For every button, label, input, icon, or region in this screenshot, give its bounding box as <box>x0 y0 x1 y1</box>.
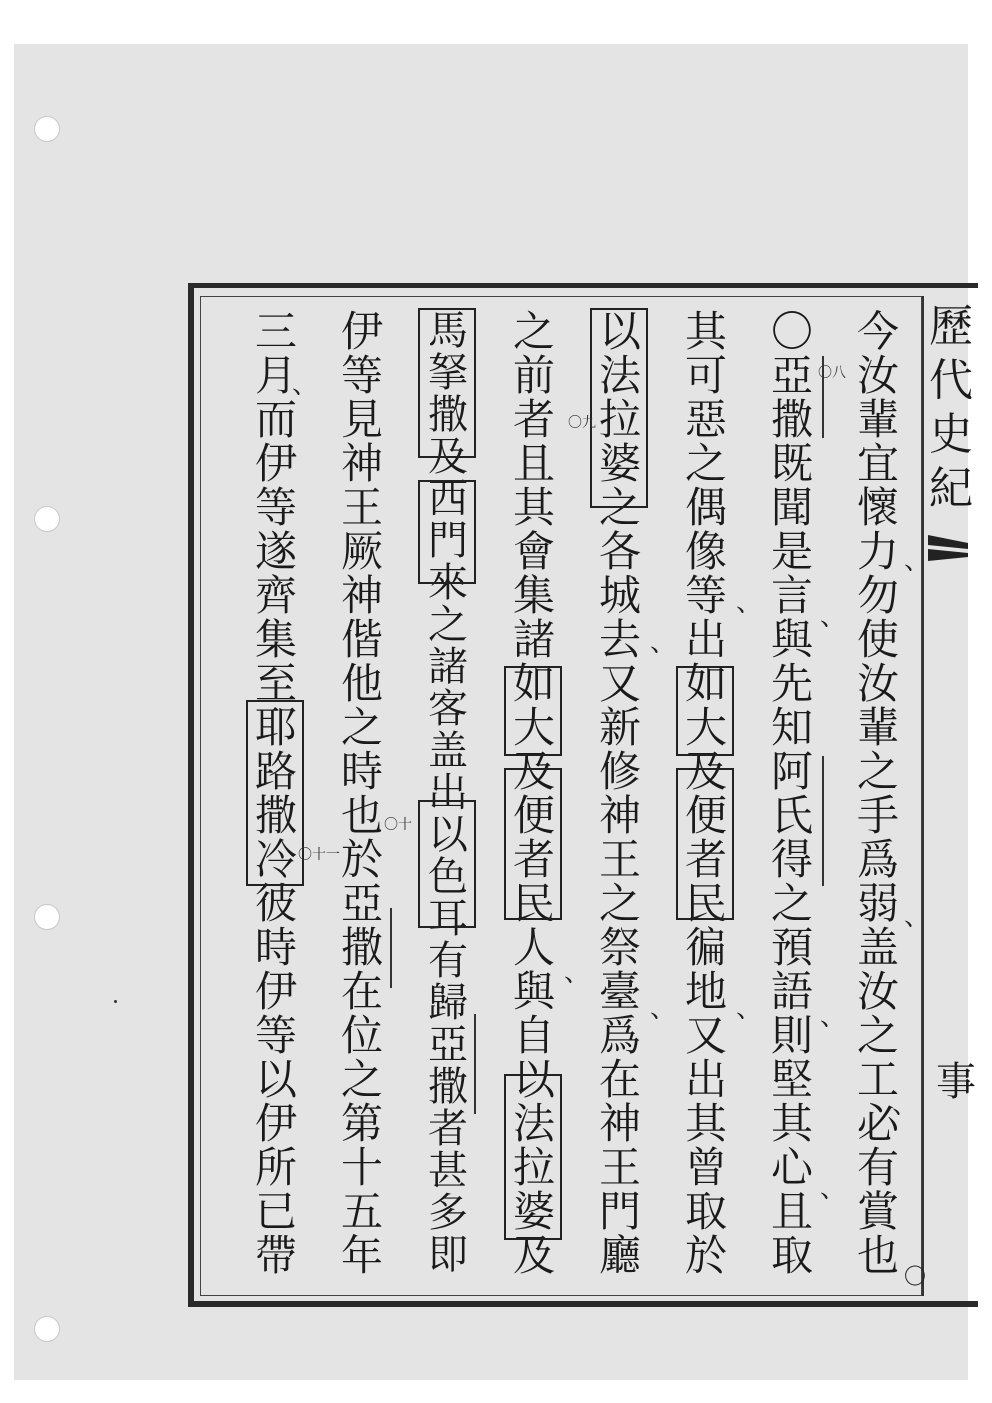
glyph: 手 <box>856 791 899 840</box>
glyph: 必 <box>856 1099 899 1148</box>
glyph: 輩 <box>856 703 899 752</box>
name-box-jerusalem <box>246 700 304 886</box>
glyph: 歸 <box>428 980 468 1026</box>
glyph: 王 <box>598 835 641 884</box>
glyph: 等 <box>684 571 727 620</box>
glyph: 人 <box>512 923 555 972</box>
glyph: 汝 <box>856 659 899 708</box>
glyph: 所 <box>254 1143 297 1192</box>
glyph: 見 <box>340 395 383 444</box>
name-box-israel <box>418 800 476 928</box>
glyph: 及 <box>428 434 468 480</box>
glyph: 伊 <box>254 439 297 488</box>
glyph: 大 <box>512 703 555 752</box>
glyph: 汝 <box>856 967 899 1016</box>
punctuation-mark: 、 <box>650 628 677 658</box>
glyph: 以 <box>254 1055 297 1104</box>
glyph: 集 <box>512 571 555 620</box>
glyph: 三 <box>254 307 297 356</box>
glyph: 婆 <box>512 1187 555 1236</box>
glyph: 會 <box>512 527 555 576</box>
punctuation-mark: 、 <box>892 1090 919 1120</box>
glyph: 去 <box>598 615 641 664</box>
punch-hole <box>34 506 60 532</box>
glyph: 門 <box>598 1187 641 1236</box>
glyph: 曾 <box>684 1143 727 1192</box>
verse-note-9: 〇九 <box>568 415 596 431</box>
glyph: 之 <box>770 879 813 928</box>
glyph: 王 <box>598 1143 641 1192</box>
glyph: 則 <box>770 1011 813 1060</box>
glyph: 冷 <box>254 835 297 884</box>
glyph: 之 <box>856 747 899 796</box>
text-column-2 <box>762 307 822 1280</box>
glyph: 伊 <box>254 967 297 1016</box>
glyph: 厥 <box>340 527 383 576</box>
glyph: 取 <box>684 1187 727 1236</box>
glyph: 弱 <box>856 879 899 928</box>
glyph: 伊 <box>254 1099 297 1148</box>
glyph: 便 <box>512 791 555 840</box>
glyph: 祭 <box>598 923 641 972</box>
glyph: 如 <box>684 659 727 708</box>
glyph: 之 <box>598 879 641 928</box>
glyph: 偕 <box>340 615 383 664</box>
glyph: 門 <box>428 518 468 564</box>
glyph: 以 <box>598 307 641 356</box>
glyph: 甚 <box>428 1148 468 1194</box>
glyph: 月 <box>254 351 297 400</box>
glyph: 者 <box>512 395 555 444</box>
glyph: 懷 <box>856 483 899 532</box>
glyph: 位 <box>340 1011 383 1060</box>
glyph: 前 <box>512 351 555 400</box>
verse-note-11: 〇十一 <box>298 847 340 863</box>
name-rule-asa-2 <box>474 1014 476 1114</box>
glyph: 言 <box>770 571 813 620</box>
glyph: 彼 <box>254 879 297 928</box>
glyph: 及 <box>512 747 555 796</box>
running-title <box>929 300 973 514</box>
name-box-manasseh <box>418 308 476 458</box>
glyph: 馬 <box>428 308 468 354</box>
verse-note-10: 〇十 <box>384 817 412 833</box>
glyph: 而 <box>254 395 297 444</box>
glyph: 婆 <box>598 439 641 488</box>
glyph: 聞 <box>770 483 813 532</box>
glyph: 預 <box>770 923 813 972</box>
glyph: 亞 <box>428 1022 468 1068</box>
glyph: 阿 <box>770 747 813 796</box>
glyph: 亞 <box>770 351 813 400</box>
punctuation-mark: 、 <box>820 1174 847 1204</box>
glyph: 多 <box>428 1190 468 1236</box>
glyph: 與 <box>770 615 813 664</box>
glyph: 且 <box>512 439 555 488</box>
glyph: 者 <box>512 835 555 884</box>
punch-hole <box>34 1316 60 1342</box>
ink-speck <box>114 1000 117 1003</box>
glyph: 大 <box>684 703 727 752</box>
glyph: 亞 <box>340 879 383 928</box>
glyph: 如 <box>512 659 555 708</box>
glyph: 集 <box>254 615 297 664</box>
glyph: 以 <box>512 1055 555 1104</box>
glyph: 撒 <box>428 1064 468 1110</box>
glyph: 伊 <box>340 307 383 356</box>
glyph: 民 <box>684 879 727 928</box>
glyph: 耶 <box>254 703 297 752</box>
punctuation-mark: 、 <box>904 902 931 932</box>
glyph: 各 <box>598 527 641 576</box>
glyph: 廳 <box>598 1231 641 1280</box>
glyph: 力 <box>856 527 899 576</box>
glyph: 遂 <box>254 527 297 576</box>
glyph: 即 <box>428 1232 468 1278</box>
glyph: 城 <box>598 571 641 620</box>
glyph: 其 <box>512 483 555 532</box>
glyph: 與 <box>512 967 555 1016</box>
glyph: 在 <box>340 967 383 1016</box>
punctuation-mark: 、 <box>292 370 319 400</box>
glyph: 者 <box>428 1106 468 1152</box>
glyph: 拏 <box>428 350 468 396</box>
punctuation-mark: 、 <box>820 1002 847 1032</box>
glyph: 偶 <box>684 483 727 532</box>
glyph: 撒 <box>428 392 468 438</box>
glyph: 其 <box>684 1099 727 1148</box>
title-glyph: 紀 <box>929 463 973 514</box>
glyph: 心 <box>770 1143 813 1192</box>
glyph: 勿 <box>856 571 899 620</box>
punctuation-circle: 〇 <box>904 1265 927 1290</box>
glyph: 地 <box>684 967 727 1016</box>
glyph: 徧 <box>684 923 727 972</box>
glyph: 來 <box>428 560 468 606</box>
glyph: 及 <box>684 747 727 796</box>
glyph: 及 <box>512 1231 555 1280</box>
glyph: 五 <box>340 1187 383 1236</box>
glyph: 等 <box>340 351 383 400</box>
glyph: 惡 <box>684 395 727 444</box>
glyph: 之 <box>340 1055 383 1104</box>
name-box-benjamin-2 <box>504 768 562 920</box>
glyph: 輩 <box>856 395 899 444</box>
punctuation-mark: 、 <box>904 546 931 576</box>
punctuation-mark: 、 <box>736 588 763 618</box>
glyph: 氏 <box>770 791 813 840</box>
glyph: 路 <box>254 747 297 796</box>
glyph: 年 <box>340 1231 383 1280</box>
glyph: 之 <box>512 307 555 356</box>
glyph: 出 <box>428 770 468 816</box>
glyph: 其 <box>770 1099 813 1148</box>
glyph: 他 <box>340 659 383 708</box>
glyph: 客 <box>428 686 468 732</box>
glyph: 法 <box>512 1099 555 1148</box>
text-column-7 <box>332 307 392 1280</box>
name-box-benjamin <box>676 768 734 920</box>
glyph: 帶 <box>254 1231 297 1280</box>
glyph: 爲 <box>598 1011 641 1060</box>
glyph: 也 <box>856 1231 899 1280</box>
glyph: 宜 <box>856 439 899 488</box>
punctuation-mark: 、 <box>736 994 763 1024</box>
glyph: 撒 <box>340 923 383 972</box>
glyph: 工 <box>856 1055 899 1104</box>
glyph: 拉 <box>512 1143 555 1192</box>
glyph: 〇 <box>770 307 813 356</box>
glyph: 於 <box>340 835 383 884</box>
glyph: 民 <box>512 879 555 928</box>
glyph: 自 <box>512 1011 555 1060</box>
glyph: 修 <box>598 747 641 796</box>
glyph: 之 <box>340 703 383 752</box>
glyph: 也 <box>340 791 383 840</box>
glyph: 神 <box>340 571 383 620</box>
glyph: 王 <box>340 483 383 532</box>
glyph: 新 <box>598 703 641 752</box>
glyph: 在 <box>598 1055 641 1104</box>
glyph: 既 <box>770 439 813 488</box>
glyph: 色 <box>428 854 468 900</box>
title-glyph: 史 <box>929 409 973 460</box>
glyph: 以 <box>428 812 468 858</box>
glyph: 法 <box>598 351 641 400</box>
glyph: 盖 <box>856 923 899 972</box>
glyph: 時 <box>340 747 383 796</box>
glyph: 等 <box>254 1011 297 1060</box>
punctuation-mark: 、 <box>650 994 677 1024</box>
text-column-1 <box>848 307 908 1280</box>
glyph: 之 <box>684 439 727 488</box>
glyph: 撒 <box>770 395 813 444</box>
glyph: 堅 <box>770 1055 813 1104</box>
glyph: 臺 <box>598 967 641 1016</box>
glyph: 盖 <box>428 728 468 774</box>
punctuation-mark: 、 <box>564 958 591 988</box>
verse-note-8: 〇八 <box>818 365 846 381</box>
glyph: 今 <box>856 307 899 356</box>
punch-hole <box>34 904 60 930</box>
glyph: 汝 <box>856 351 899 400</box>
glyph: 是 <box>770 527 813 576</box>
name-box-simeon <box>418 476 476 584</box>
glyph: 有 <box>856 1143 899 1192</box>
glyph: 神 <box>598 1099 641 1148</box>
name-box-ifalapo-2 <box>504 1074 562 1240</box>
fish-tail-ornament <box>928 535 968 575</box>
glyph: 第 <box>340 1099 383 1148</box>
glyph: 先 <box>770 659 813 708</box>
glyph: 十 <box>340 1143 383 1192</box>
name-box-ifalapo <box>590 308 648 508</box>
glyph: 耳 <box>428 896 468 942</box>
glyph: 齊 <box>254 571 297 620</box>
glyph: 撒 <box>254 791 297 840</box>
glyph: 之 <box>428 602 468 648</box>
glyph: 賞 <box>856 1187 899 1236</box>
glyph: 像 <box>684 527 727 576</box>
glyph: 且 <box>770 1187 813 1236</box>
glyph: 有 <box>428 938 468 984</box>
glyph: 拉 <box>598 395 641 444</box>
glyph: 之 <box>856 1011 899 1060</box>
glyph: 知 <box>770 703 813 752</box>
glyph: 已 <box>254 1187 297 1236</box>
page-section-mark: 事 <box>936 1059 976 1105</box>
glyph: 等 <box>254 483 297 532</box>
glyph: 之 <box>598 483 641 532</box>
glyph: 神 <box>598 791 641 840</box>
glyph: 出 <box>684 615 727 664</box>
glyph: 時 <box>254 923 297 972</box>
name-box-judah <box>676 666 734 756</box>
glyph: 者 <box>684 835 727 884</box>
glyph: 語 <box>770 967 813 1016</box>
glyph: 神 <box>340 439 383 488</box>
glyph: 得 <box>770 835 813 884</box>
glyph: 諸 <box>512 615 555 664</box>
glyph: 諸 <box>428 644 468 690</box>
glyph: 便 <box>684 791 727 840</box>
glyph: 出 <box>684 1055 727 1104</box>
title-glyph: 代 <box>929 355 973 406</box>
name-box-judah-2 <box>504 666 562 756</box>
glyph: 至 <box>254 659 297 708</box>
name-rule-asa-3 <box>390 908 392 988</box>
name-rule-oded <box>822 756 824 886</box>
punch-hole <box>34 116 60 142</box>
glyph: 取 <box>770 1231 813 1280</box>
glyph: 於 <box>684 1231 727 1280</box>
glyph: 其 <box>684 307 727 356</box>
glyph: 爲 <box>856 835 899 884</box>
glyph: 使 <box>856 615 899 664</box>
glyph: 西 <box>428 476 468 522</box>
glyph: 又 <box>598 659 641 708</box>
glyph: 又 <box>684 1011 727 1060</box>
glyph: 可 <box>684 351 727 400</box>
title-glyph: 歷 <box>929 301 973 352</box>
punctuation-mark: 、 <box>820 602 847 632</box>
